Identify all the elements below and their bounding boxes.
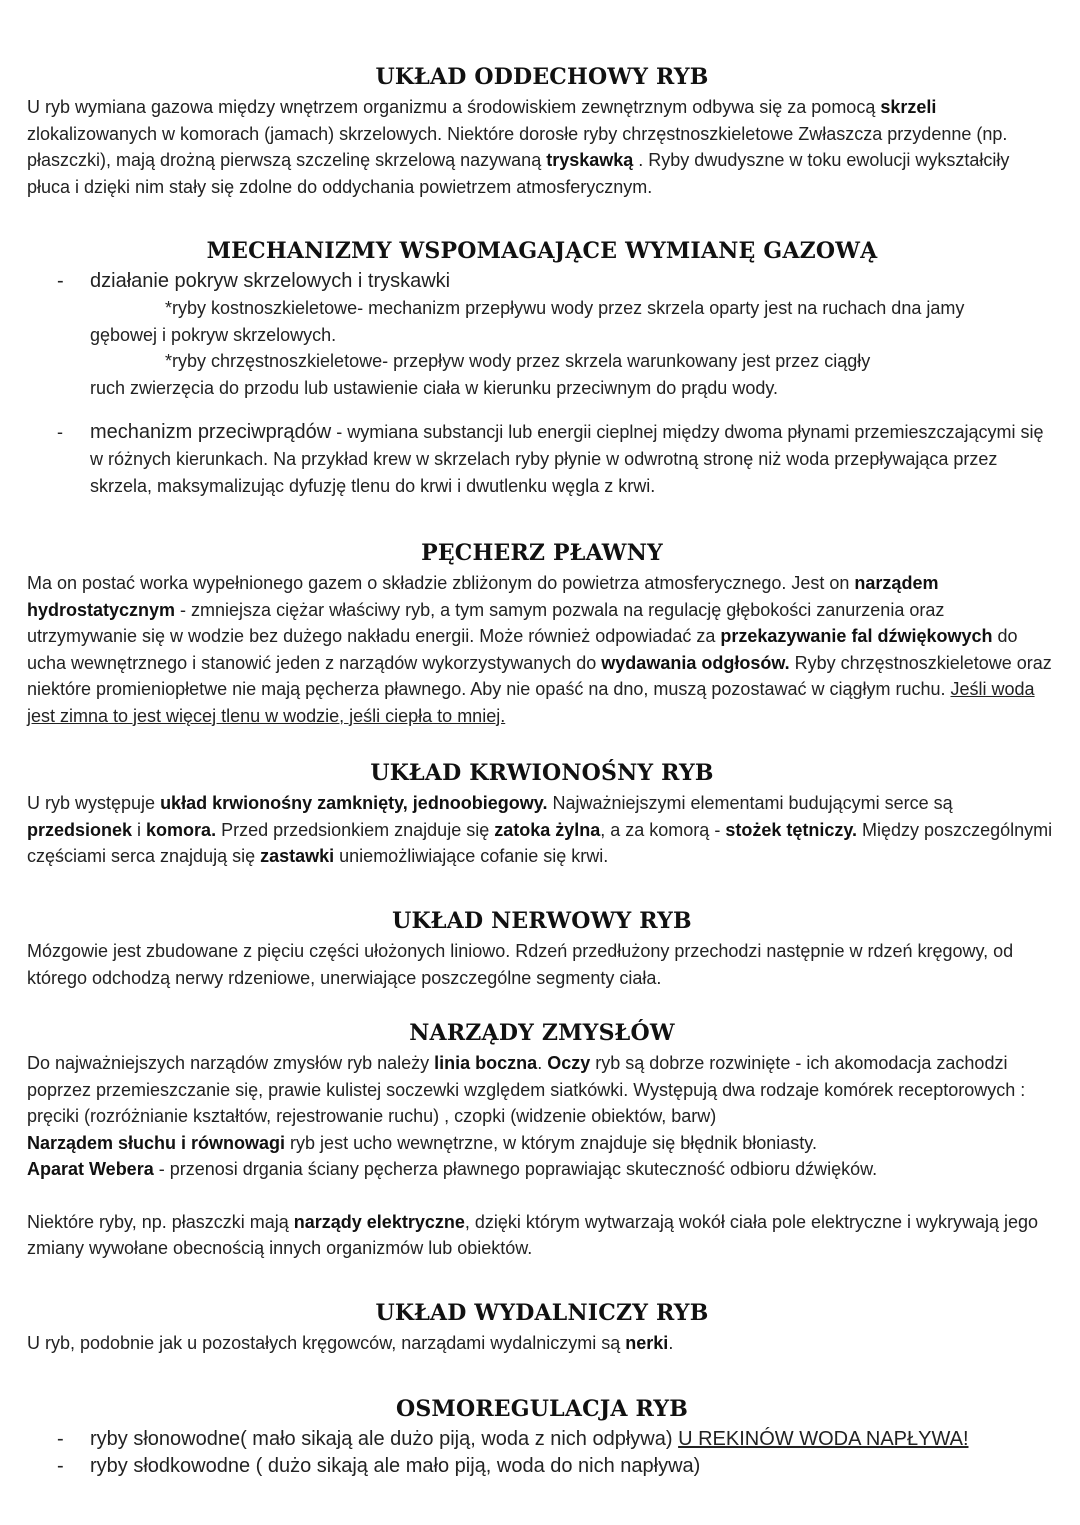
heading-osmoregulation: OSMOREGULACJA RYB xyxy=(395,1396,689,1422)
paragraph-swim-bladder: Ma on postać worka wypełnionego gazem o składzie zbliżonym do powietrza atmosferycznego. Jest on narządem hydrostatycznym - zmniejsza ciężar właściwy ryb, a tym samym pozwala na regulację głębokości zanurzenia oraz utrzymywanie się w wodzie bez dużego nakładu energii. Może również odpowiadać za przekazywanie fal dźwiękowych do ucha wewnętrznego i stanowić jeden z narządów wykorzystywanych do wydawania odgłosów. Ryby chrzęstnoszkieletowe oraz niektóre promieniopłetwe nie mają pęcherza pławnego. Aby nie opaść na dno, muszą pozostawać w ciągłym ruchu. Jeśli woda jest zimna to jest więcej tlenu w wodzie, jeśli ciepła to mniej. xyxy=(27,573,1052,726)
heading-senses: NARZĄDY ZMYSŁÓW xyxy=(409,1020,675,1046)
dash-marker: - xyxy=(57,1428,64,1450)
heading-gas-exchange: MECHANIZMY WSPOMAGAJĄCE WYMIANĘ GAZOWĄ xyxy=(206,238,878,264)
paragraph-nervous: Mózgowie jest zbudowane z pięciu części ułożonych liniowo. Rdzeń przedłużony przechodzi następnie w rdzeń kręgowy, od którego odchodzą nerwy rdzeniowe, unerwiające poszczególne segmenty ciała. xyxy=(27,941,1014,988)
heading-excretory: UKŁAD WYDALNICZY RYB xyxy=(375,1300,709,1326)
section-osmoregulation xyxy=(27,1392,1057,1480)
paragraph-senses: Do najważniejszych narządów zmysłów ryb należy linia boczna. Oczy ryb są dobrze rozwinięte - ich akomodacja zachodzi poprzez przemieszczanie się, prawie kulistej soczewki względem siatkówki. Występują dwa rodzaje komórek receptorowych : pręciki (rozróżnianie kształtów, rejestrowanie ruchu) , czopki (widzenie obiektów, barw) Narządem słuchu i równowagi ryb jest ucho wewnętrzne, w którym znajduje się błędnik błoniasty. Aparat Webera - przenosi drgania ściany pęcherza pławnego poprawiając skuteczność odbioru dźwięków. xyxy=(27,1053,1026,1179)
heading-nervous: UKŁAD NERWOWY RYB xyxy=(392,908,692,934)
section-excretory xyxy=(27,1296,1057,1357)
section-circulatory xyxy=(27,756,1057,870)
underlined-note: Jeśli woda jest zimna to jest więcej tlenu w wodzie, jeśli ciepła to mniej. xyxy=(27,679,1035,726)
paragraph-excretory: U ryb, podobnie jak u pozostałych kręgowców, narządami wydalniczymi są nerki. xyxy=(27,1333,674,1353)
heading-swim-bladder: PĘCHERZ PŁAWNY xyxy=(421,540,663,566)
list-item: - ryby słonowodne( mało sikają ale dużo piją, woda z nich odpływa) U REKINÓW WODA NAPŁYWA! xyxy=(27,1426,1057,1453)
section-swim-bladder xyxy=(27,536,1057,729)
dash-marker: - xyxy=(57,270,64,292)
underlined-note: U REKINÓW WODA NAPŁYWA! xyxy=(678,1428,969,1450)
list-item: - działanie pokryw skrzelowych i tryskawki xyxy=(27,268,1057,295)
dash-marker: - xyxy=(57,422,63,442)
paragraph-respiratory: U ryb wymiana gazowa między wnętrzem organizmu a środowiskiem zewnętrznym odbywa się za pomocą skrzeli zlokalizowanych w komorach (jamach) skrzelowych. Niektóre dorosłe ryby chrzęstnoszkieletowe Zwłaszcza przydenne (np. płaszczki), mają drożną pierwszą szczelinę skrzelową nazywaną tryskawką . Ryby dwudyszne w toku ewolucji wykształciły płuca i dzięki nim stały się zdolne do oddychania powietrzem atmosferycznym. xyxy=(27,97,1010,197)
paragraph-circulatory: U ryb występuje układ krwionośny zamknięty, jednoobiegowy. Najważniejszymi elementami budującymi serce są przedsionek i komora. Przed przedsionkiem znajduje się zatoka żylna, a za komorą - stożek tętniczy. Między poszczególnymi częściami serca znajdują się zastawki uniemożliwiające cofanie się krwi. xyxy=(27,793,1053,866)
section-senses xyxy=(27,1016,1057,1262)
heading-respiratory: UKŁAD ODDECHOWY RYB xyxy=(375,64,709,90)
sub-item-cartilaginous-fish: *ryby chrzęstnoszkieletowe- przepływ wody przez skrzela warunkowany jest przez ciągły xyxy=(165,351,871,371)
sub-item-bony-fish: *ryby kostnoszkieletowe- mechanizm przepływu wody przez skrzela oparty jest na ruchach dna jamy xyxy=(165,298,965,318)
dash-marker: - xyxy=(57,1455,64,1477)
section-gas-exchange: MECHANIZMY WSPOMAGAJĄCE WYMIANĘ GAZOWĄ - działanie pokryw skrzelowych i tryskawki *ryby kostnoszkieletowe- mechanizm przepływu wody przez skrzela oparty jest na ruchach dna jamy gębowej i pokryw skrzelowych. *ryby chrzęstnoszkieletowe- przepływ wody przez skrzela warunkowany jest przez ciągły ruch zwierzęcia do przodu lub ustawienie ciała w kierunku przeciwnym do prądu wody. - mechanizm przeciwprądów - wymiana substancji lub energii cieplnej między dwoma płynami przemieszczającymi się w różnych kierunkach. Na przykład krew w skrzelach ryby płynie w odwrotną stronę niż woda przepływająca przez skrzela, maksymalizując dyfuzję tlenu do krwi i dwutlenku węgla z krwi. xyxy=(27,234,1057,499)
list-item: - ryby słodkowodne ( dużo sikają ale mało piją, woda do nich napływa) xyxy=(27,1453,1057,1480)
heading-circulatory: UKŁAD KRWIONOŚNY RYB xyxy=(370,760,714,786)
paragraph-electric-organs: Niektóre ryby, np. płaszczki mają narządy elektryczne, dzięki którym wytwarzają wokół ciała pole elektryczne i wykrywają jego zmiany wywołane obecnością innych organizmów lub obiektów. xyxy=(27,1211,1039,1258)
section-nervous xyxy=(27,904,1057,991)
section-respiratory xyxy=(27,60,1057,200)
list-item: - mechanizm przeciwprądów - wymiana substancji lub energii cieplnej między dwoma płynami przemieszczającymi się w różnych kierunkach. Na przykład krew w skrzelach ryby płynie w odwrotną stronę niż woda przepływająca przez skrzela, maksymalizując dyfuzję tlenu do krwi i dwutlenku węgla z krwi. xyxy=(57,421,1044,496)
